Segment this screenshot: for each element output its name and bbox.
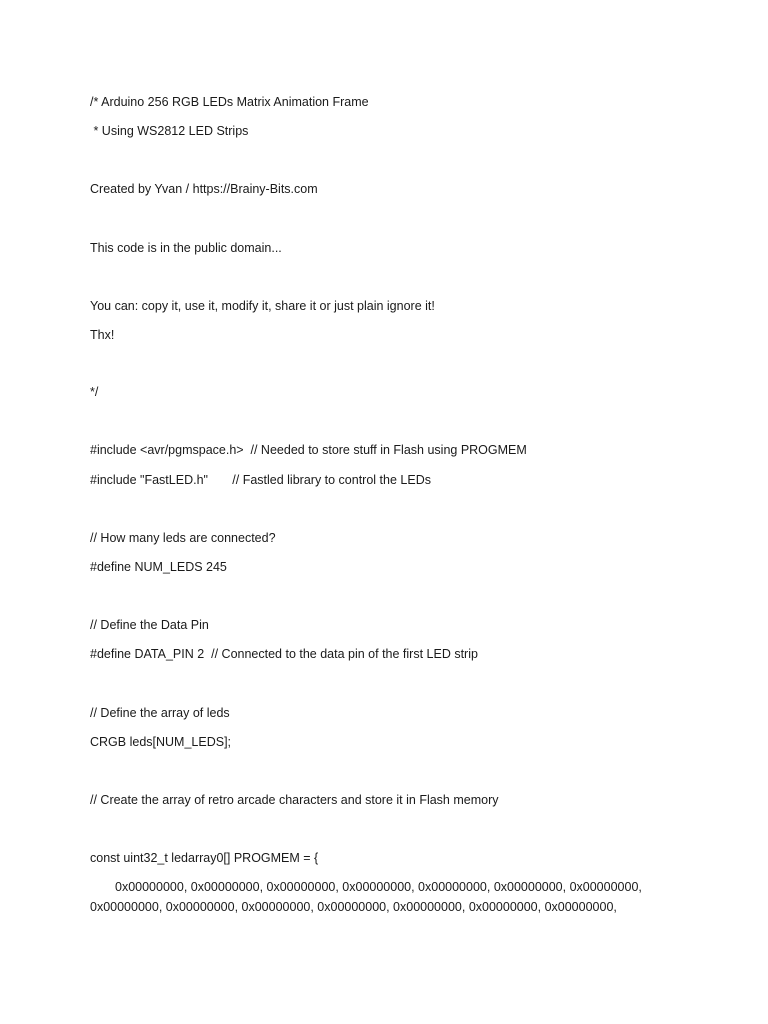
define-num-leds-line: #define NUM_LEDS 245 bbox=[90, 560, 227, 574]
comment-subtitle-line: * Using WS2812 LED Strips bbox=[90, 124, 249, 138]
include-fastled-line: #include "FastLED.h" // Fastled library to control the LEDs bbox=[90, 473, 431, 487]
hex-values-line: 0x00000000, 0x00000000, 0x00000000, 0x00000000, 0x00000000, 0x00000000, 0x00000000, bbox=[115, 880, 642, 894]
thanks-line: Thx! bbox=[90, 328, 115, 342]
data-pin-comment-line: // Define the Data Pin bbox=[90, 618, 209, 632]
include-pgmspace-line: #include <avr/pgmspace.h> // Needed to store stuff in Flash using PROGMEM bbox=[90, 443, 527, 457]
leds-array-comment-line: // Define the array of leds bbox=[90, 706, 230, 720]
hex-values-line: 0x00000000, 0x00000000, 0x00000000, 0x00000000, 0x00000000, 0x00000000, 0x00000000, bbox=[90, 900, 617, 914]
author-line: Created by Yvan / https://Brainy-Bits.com bbox=[90, 182, 318, 196]
define-data-pin-line: #define DATA_PIN 2 // Connected to the data pin of the first LED strip bbox=[90, 647, 478, 661]
ledarray-declaration-line: const uint32_t ledarray0[] PROGMEM = { bbox=[90, 851, 319, 865]
license-line: This code is in the public domain... bbox=[90, 241, 282, 255]
crgb-leds-line: CRGB leds[NUM_LEDS]; bbox=[90, 735, 232, 749]
arcade-array-comment-line: // Create the array of retro arcade characters and store it in Flash memory bbox=[90, 793, 499, 807]
comment-end-line: */ bbox=[90, 385, 99, 399]
usage-line: You can: copy it, use it, modify it, share it or just plain ignore it! bbox=[90, 299, 435, 313]
comment-header-line: /* Arduino 256 RGB LEDs Matrix Animation Frame bbox=[90, 95, 369, 109]
leds-count-comment-line: // How many leds are connected? bbox=[90, 531, 276, 545]
